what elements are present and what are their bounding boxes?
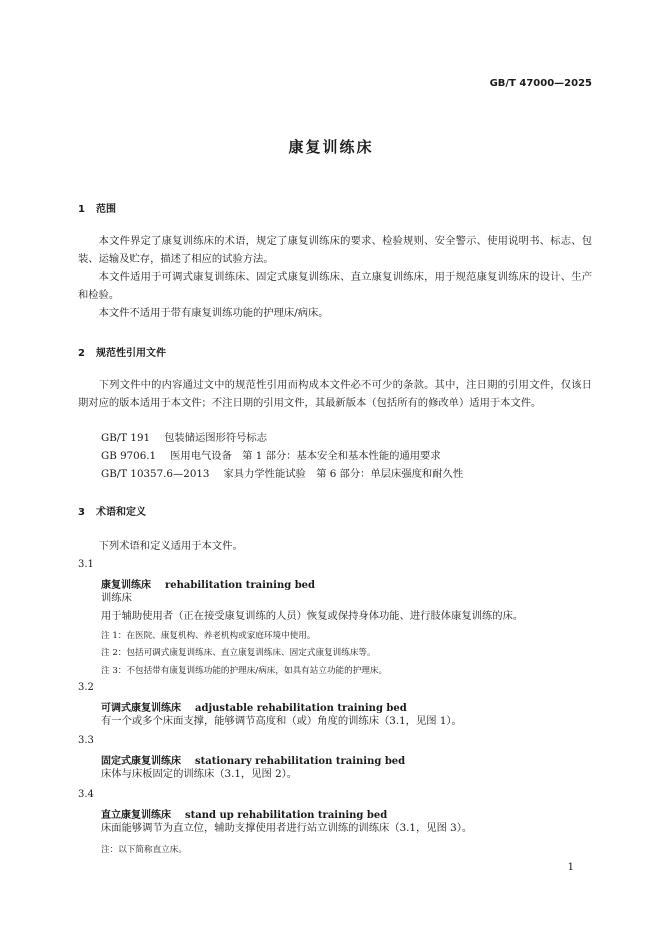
term-chinese: 康复训练床	[101, 580, 151, 591]
scope-paragraph: 本文件适用于可调式康复训练床、固定式康复训练床、直立康复训练床，用于规范康复训练床的设计、生产和检验。	[78, 271, 592, 301]
section-number: 2	[78, 348, 85, 359]
term-english: adjustable rehabilitation training bed	[195, 703, 407, 714]
section-3-heading	[78, 503, 146, 518]
term-note: 注 2：包括可调式康复训练床、直立康复训练床、固定式康复训练床等。	[101, 648, 376, 658]
reference-code: GB 9706.1	[101, 450, 157, 462]
section-title: 规范性引用文件	[96, 348, 166, 359]
term-note: 注：以下简称直立床。	[101, 845, 187, 855]
term-number: 3.1	[78, 559, 94, 570]
reference-title: 包装储运图形符号标志	[164, 432, 268, 444]
term-number: 3.4	[78, 789, 94, 800]
page-title: 康复训练床	[288, 138, 374, 156]
term-heading	[101, 576, 315, 591]
scope-paragraph: 本文件不适用于带有康复训练功能的护理床/病床。	[98, 307, 329, 319]
term-number: 3.2	[78, 682, 94, 693]
term-chinese: 直立康复训练床	[101, 810, 171, 821]
term-definition: 用于辅助使用者（正在接受康复训练的人员）恢复或保持身体功能、进行肢体康复训练的床。	[101, 610, 524, 622]
reference-item	[101, 429, 267, 447]
reference-code: GB/T 10357.6—2013	[101, 468, 210, 480]
section-title: 术语和定义	[96, 507, 146, 518]
reference-title: 家具力学性能试验 第 6 部分：单层床强度和耐久性	[223, 468, 464, 480]
standard-number: GB/T 47000—2025	[489, 78, 592, 89]
section-2-heading	[78, 344, 166, 359]
terms-intro: 下列术语和定义适用于本文件。	[98, 540, 243, 552]
term-definition: 有一个或多个床面支撑，能够调节高度和（或）角度的训练床（3.1，见图 1）。	[101, 715, 462, 727]
term-english: stand up rehabilitation training bed	[185, 810, 388, 821]
section-title: 范围	[96, 204, 116, 215]
reference-item	[101, 447, 441, 465]
reference-item	[101, 465, 463, 483]
term-note: 注 1：在医院、康复机构、养老机构或家庭环境中使用。	[101, 631, 316, 641]
term-definition: 床面能够调节为直立位，辅助支撑使用者进行站立训练的训练床（3.1，见图 3）。	[101, 822, 473, 834]
section-number: 3	[78, 507, 85, 518]
term-number: 3.3	[78, 735, 94, 746]
section-number: 1	[78, 204, 85, 215]
page-number: 1	[567, 862, 574, 873]
term-alias: 训练床	[101, 592, 132, 604]
term-chinese: 固定式康复训练床	[101, 756, 181, 767]
term-english: rehabilitation training bed	[165, 580, 316, 591]
term-chinese: 可调式康复训练床	[101, 703, 181, 714]
term-english: stationary rehabilitation training bed	[195, 756, 406, 767]
section-1-heading	[78, 200, 116, 215]
term-definition: 床体与床板固定的训练床（3.1，见图 2）。	[101, 768, 298, 780]
term-note: 注 3：不包括带有康复训练功能的护理床/病床，如具有站立功能的护理床。	[101, 666, 388, 676]
reference-title: 医用电气设备 第 1 部分：基本安全和基本性能的通用要求	[170, 450, 441, 462]
references-intro: 下列文件中的内容通过文中的规范性引用而构成本文件必不可少的条款。其中，注日期的引用文件，仅该日期对应的版本适用于本文件；不注日期的引用文件，其最新版本（包括所有的修改单）适用于本文件。	[78, 379, 592, 409]
reference-code: GB/T 191	[101, 432, 151, 444]
scope-paragraph: 本文件界定了康复训练床的术语，规定了康复训练床的要求、检验规则、安全警示、使用说明书、标志、包装、运输及贮存，描述了相应的试验方法。	[78, 235, 592, 265]
